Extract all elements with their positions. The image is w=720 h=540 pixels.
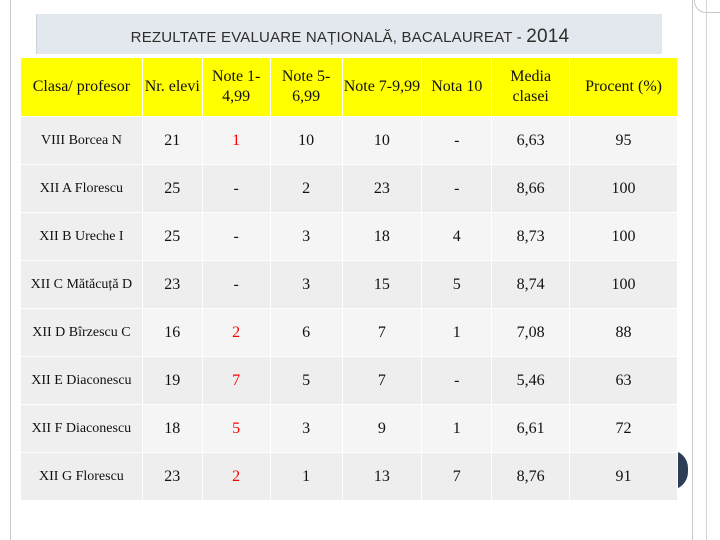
results-table	[20, 57, 678, 501]
table-cell: 8,76	[492, 453, 570, 501]
table-cell: 100	[570, 213, 678, 261]
table-row	[21, 117, 678, 165]
table-cell: 7	[422, 453, 492, 501]
table-cell: 2	[270, 165, 342, 213]
table-cell: 5	[202, 405, 270, 453]
table-cell: 23	[142, 453, 202, 501]
table-cell: 5	[422, 261, 492, 309]
table-cell: -	[422, 357, 492, 405]
page-title	[37, 14, 663, 54]
slide-corner-decoration	[694, 0, 720, 13]
table-header-row	[21, 58, 678, 117]
table-cell: 16	[142, 309, 202, 357]
table-cell: 72	[570, 405, 678, 453]
table-cell: 4	[422, 213, 492, 261]
class-teacher-cell: XII E Diaconescu	[21, 357, 143, 405]
table-row	[21, 453, 678, 501]
title-text: REZULTATE EVALUARE NAȚIONALĂ, BACALAUREAT -	[130, 29, 527, 46]
table-row	[21, 213, 678, 261]
table-cell: 1	[270, 453, 342, 501]
class-teacher-cell: XII C Mătăcuță D	[21, 261, 143, 309]
table-cell: 1	[202, 117, 270, 165]
class-teacher-cell: XII G Florescu	[21, 453, 143, 501]
table-cell: -	[202, 165, 270, 213]
table-row	[21, 357, 678, 405]
table-cell: 6,63	[492, 117, 570, 165]
table-cell: 1	[422, 405, 492, 453]
table-cell: 88	[570, 309, 678, 357]
table-cell: 8,74	[492, 261, 570, 309]
column-header: Note 7-9,99	[342, 58, 422, 117]
table-cell: 3	[270, 405, 342, 453]
table-cell: 2	[202, 309, 270, 357]
table-cell: 5	[270, 357, 342, 405]
table-cell: 95	[570, 117, 678, 165]
table-cell: 7	[202, 357, 270, 405]
table-cell: 91	[570, 453, 678, 501]
table-cell: 10	[342, 117, 422, 165]
slide-frame-right-line	[692, 0, 693, 540]
class-teacher-cell: XII F Diaconescu	[21, 405, 143, 453]
table-cell: 5,46	[492, 357, 570, 405]
slide-frame-right-line-outer	[706, 0, 707, 540]
table-cell: 100	[570, 165, 678, 213]
table-cell: 23	[142, 261, 202, 309]
table-cell: 7	[342, 357, 422, 405]
table-cell: 63	[570, 357, 678, 405]
table-row	[21, 405, 678, 453]
column-header: Media clasei	[492, 58, 570, 117]
table-cell: 18	[142, 405, 202, 453]
column-header: Nota 10	[422, 58, 492, 117]
table-cell: 10	[270, 117, 342, 165]
table-cell: 3	[270, 213, 342, 261]
table-cell: 25	[142, 213, 202, 261]
table-cell: 100	[570, 261, 678, 309]
table-row	[21, 165, 678, 213]
slide-frame-left-line	[10, 0, 11, 540]
table-cell: 23	[342, 165, 422, 213]
table-cell: 8,66	[492, 165, 570, 213]
table-cell: 18	[342, 213, 422, 261]
table-cell: 6,61	[492, 405, 570, 453]
table-cell: 7	[342, 309, 422, 357]
column-header: Procent (%)	[570, 58, 678, 117]
table-cell: 21	[142, 117, 202, 165]
table-cell: 8,73	[492, 213, 570, 261]
table-cell: 2	[202, 453, 270, 501]
table-cell: 25	[142, 165, 202, 213]
table-cell: 1	[422, 309, 492, 357]
table-cell: 15	[342, 261, 422, 309]
table-cell: -	[422, 165, 492, 213]
table-cell: 19	[142, 357, 202, 405]
column-header: Clasa/ profesor	[21, 58, 143, 117]
table-row	[21, 309, 678, 357]
table-cell: 9	[342, 405, 422, 453]
table-row	[21, 261, 678, 309]
table-cell: -	[202, 213, 270, 261]
class-teacher-cell: VIII Borcea N	[21, 117, 143, 165]
column-header: Note 1-4,99	[202, 58, 270, 117]
table-cell: 3	[270, 261, 342, 309]
table-body	[21, 117, 678, 501]
title-year: 2014	[526, 26, 570, 47]
table-cell: 13	[342, 453, 422, 501]
table-cell: 7,08	[492, 309, 570, 357]
table-cell: -	[422, 117, 492, 165]
table-cell: -	[202, 261, 270, 309]
class-teacher-cell: XII A Florescu	[21, 165, 143, 213]
table-cell: 6	[270, 309, 342, 357]
column-header: Note 5-6,99	[270, 58, 342, 117]
title-bar	[36, 14, 662, 54]
class-teacher-cell: XII D Bîrzescu C	[21, 309, 143, 357]
column-header: Nr. elevi	[142, 58, 202, 117]
class-teacher-cell: XII B Ureche I	[21, 213, 143, 261]
